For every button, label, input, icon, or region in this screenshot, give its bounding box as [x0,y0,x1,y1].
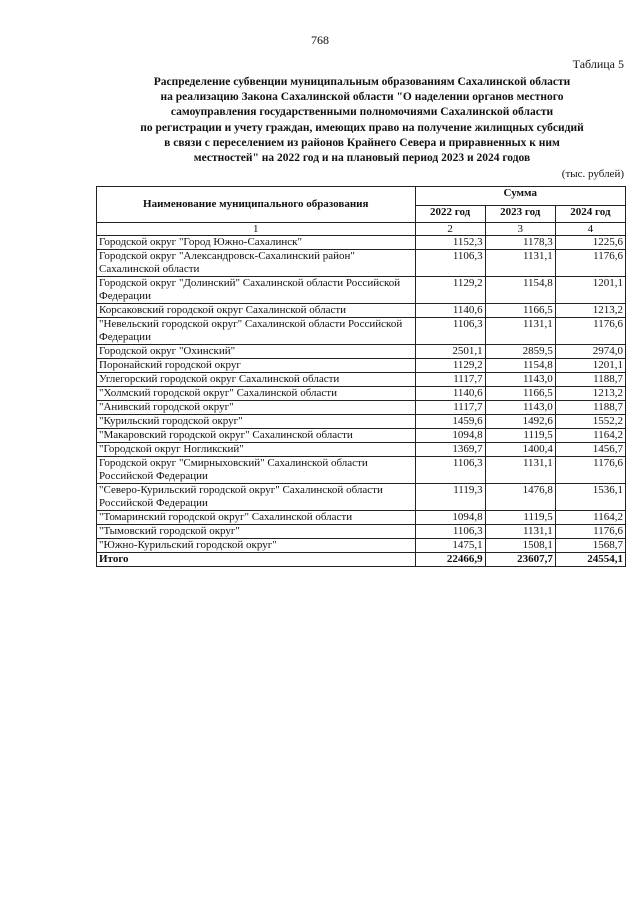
total-label: Итого [97,553,416,567]
total-row [97,553,626,567]
row-name: "Холмский городской округ" Сахалинской области [97,387,416,401]
row-name: "Макаровский городской округ" Сахалинской области [97,429,416,443]
value-2023: 1131,1 [485,525,555,539]
table-body [97,236,626,553]
value-2024: 1176,6 [555,250,625,277]
value-2022: 1117,7 [415,401,485,415]
units-label: (тыс. рублей) [561,168,624,180]
value-2022: 1459,6 [415,415,485,429]
value-2023: 1476,8 [485,484,555,511]
table-row [97,401,626,415]
total-2024: 24554,1 [555,553,625,567]
value-2022: 2501,1 [415,345,485,359]
value-2022: 1094,8 [415,429,485,443]
table-row [97,250,626,277]
row-name: Городской округ "Долинский" Сахалинской области Российской Федерации [97,277,416,304]
table-row [97,525,626,539]
value-2022: 1152,3 [415,236,485,250]
row-name: "Южно-Курильский городской округ" [97,539,416,553]
table-row [97,318,626,345]
value-2023: 1131,1 [485,318,555,345]
total-2022: 22466,9 [415,553,485,567]
value-2024: 1164,2 [555,511,625,525]
table-row [97,277,626,304]
subvention-table [96,186,626,567]
value-2022: 1475,1 [415,539,485,553]
value-2024: 1164,2 [555,429,625,443]
value-2024: 1568,7 [555,539,625,553]
value-2024: 1552,2 [555,415,625,429]
value-2023: 1492,6 [485,415,555,429]
table-row [97,373,626,387]
value-2023: 1154,8 [485,359,555,373]
header-year-2022: 2022 год [415,206,485,223]
value-2023: 1178,3 [485,236,555,250]
column-number: 2 [415,223,485,236]
header-name-column: Наименование муниципального образования [97,187,416,223]
column-number: 4 [555,223,625,236]
value-2022: 1129,2 [415,359,485,373]
value-2023: 1131,1 [485,250,555,277]
table-row [97,304,626,318]
value-2024: 1456,7 [555,443,625,457]
value-2024: 1188,7 [555,401,625,415]
value-2022: 1140,6 [415,304,485,318]
value-2024: 1213,2 [555,387,625,401]
row-name: Городской округ "Охинский" [97,345,416,359]
table-row [97,443,626,457]
value-2023: 1143,0 [485,401,555,415]
value-2024: 2974,0 [555,345,625,359]
total-2023: 23607,7 [485,553,555,567]
page-number: 768 [311,33,329,47]
value-2022: 1106,3 [415,250,485,277]
table-row [97,345,626,359]
title-line: в связи с переселением из районов Крайнего Севера и приравненных к ним [164,136,560,149]
table-row [97,236,626,250]
value-2023: 1131,1 [485,457,555,484]
row-name: Городской округ "Смирныховский" Сахалинской области Российской Федерации [97,457,416,484]
title-line: местностей" на 2022 год и на плановый период 2023 и 2024 годов [193,152,531,165]
value-2022: 1106,3 [415,318,485,345]
title-line: самоуправления государственными полномочиями Сахалинской области [170,106,554,119]
table-label: Таблица 5 [572,57,624,71]
value-2022: 1140,6 [415,387,485,401]
row-name: "Томаринский городской округ" Сахалинской области [97,511,416,525]
value-2024: 1201,1 [555,359,625,373]
value-2023: 1166,5 [485,304,555,318]
document-title [96,75,628,166]
value-2022: 1129,2 [415,277,485,304]
table-row [97,359,626,373]
table-row [97,415,626,429]
value-2024: 1213,2 [555,304,625,318]
value-2022: 1106,3 [415,525,485,539]
header-year-2023: 2023 год [485,206,555,223]
row-name: "Северо-Курильский городской округ" Сахалинской области Российской Федерации [97,484,416,511]
row-name: Городской округ "Город Южно-Сахалинск" [97,236,416,250]
value-2023: 1143,0 [485,373,555,387]
row-name: Поронайский городской округ [97,359,416,373]
table-row [97,457,626,484]
value-2023: 2859,5 [485,345,555,359]
value-2024: 1201,1 [555,277,625,304]
value-2023: 1154,8 [485,277,555,304]
value-2022: 1369,7 [415,443,485,457]
table-row [97,484,626,511]
value-2024: 1176,6 [555,525,625,539]
table-row [97,387,626,401]
row-name: Корсаковский городской округ Сахалинской области [97,304,416,318]
table-row [97,539,626,553]
row-name: "Курильский городской округ" [97,415,416,429]
column-number: 3 [485,223,555,236]
value-2023: 1400,4 [485,443,555,457]
value-2022: 1106,3 [415,457,485,484]
table-row [97,511,626,525]
row-name: Углегорский городской округ Сахалинской области [97,373,416,387]
row-name: "Невельский городской округ" Сахалинской области Российской Федерации [97,318,416,345]
value-2024: 1536,1 [555,484,625,511]
header-year-2024: 2024 год [555,206,625,223]
table-row [97,429,626,443]
row-name: "Тымовский городской округ" [97,525,416,539]
title-line: на реализацию Закона Сахалинской области "О наделении органов местного [160,91,564,104]
value-2024: 1188,7 [555,373,625,387]
column-number: 1 [97,223,416,236]
title-line: Распределение субвенции муниципальным образованиям Сахалинской области [153,76,571,88]
value-2023: 1166,5 [485,387,555,401]
row-name: "Городской округ Ногликский" [97,443,416,457]
value-2022: 1119,3 [415,484,485,511]
value-2023: 1119,5 [485,429,555,443]
value-2023: 1508,1 [485,539,555,553]
title-line: по регистрации и учету граждан, имеющих право на получение жилищных субсидий [140,121,584,134]
row-name: Городской округ "Александровск-Сахалинский район" Сахалинской области [97,250,416,277]
value-2022: 1094,8 [415,511,485,525]
row-name: "Анивский городской округ" [97,401,416,415]
value-2024: 1225,6 [555,236,625,250]
value-2024: 1176,6 [555,457,625,484]
value-2024: 1176,6 [555,318,625,345]
header-sum: Сумма [415,187,626,206]
value-2023: 1119,5 [485,511,555,525]
value-2022: 1117,7 [415,373,485,387]
